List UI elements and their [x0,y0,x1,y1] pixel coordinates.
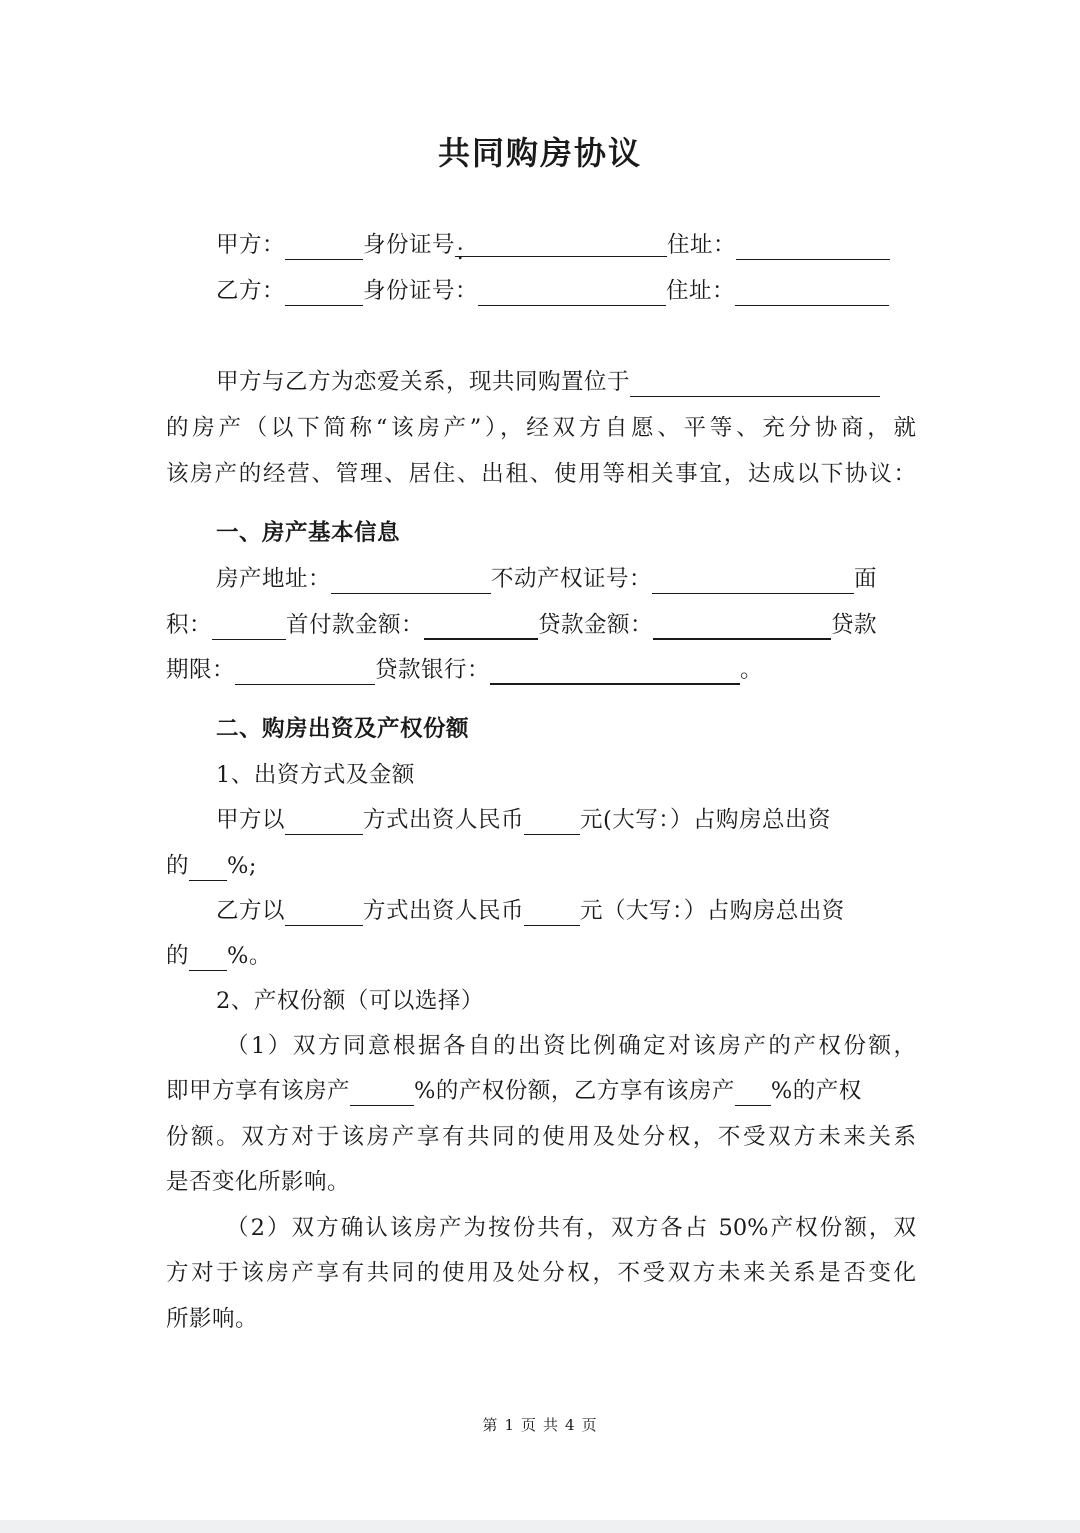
party-b-share-post: %。 [227,943,272,969]
party-b-id-blank[interactable] [478,279,666,306]
loan-term-label-suffix: 期限： [166,657,236,683]
party-a-contribution-text-3: 元(大写：）占购房总出资 [580,807,832,833]
option-1-line-2 [166,1068,916,1114]
section-1-end-mark: 。 [740,657,764,683]
property-address-label: 房产地址： [216,566,332,592]
viewer-background-strip [0,1520,1080,1533]
option-1-line-4: 是否变化所影响。 [166,1169,351,1195]
option-2-line-2: 方对于该房产享有共同的使用及处分权，不受双方未来关系是否变化 [166,1260,916,1286]
party-a-contribution-text-1: 甲方以 [216,807,286,833]
party-b-address-label: 住址： [666,278,736,304]
loan-amount-blank[interactable] [653,612,831,640]
footer-word-4: 页 [581,1416,598,1434]
intro-line-1 [216,359,916,405]
party-b-address-blank[interactable] [735,279,889,306]
party-b-contribution-text-2: 方式出资人民币 [363,898,525,924]
party-a-id-colon: ： [455,240,479,266]
party-a-share-pre: 的 [166,853,190,879]
option-2-line-1: （2）双方确认该房产为按份共有，双方各占 50%产权份额，双 [226,1215,916,1241]
party-a-method-blank[interactable] [285,808,363,835]
party-a-line [216,222,916,268]
down-payment-blank[interactable] [424,612,538,640]
property-cert-blank[interactable] [652,567,854,594]
party-b-id-label: 身份证号： [363,278,479,304]
option-2-line-3: 所影响。 [166,1306,259,1332]
loan-amount-label: 贷款金额： [538,612,654,638]
section-1-line-2 [166,602,916,648]
party-a-id-blank[interactable] [455,230,667,266]
section-2-sub-1: 1、出资方式及金额 [216,762,415,788]
party-a-contribution-cont [166,843,916,889]
property-location-blank[interactable] [630,370,880,397]
section-1-line-3 [166,647,916,693]
party-a-address-label: 住址： [667,232,737,258]
section-2-sub-2: 2、产权份额（可以选择） [216,988,484,1014]
intro-text-1: 甲方与乙方为恋爱关系，现共同购置位于 [216,369,631,395]
section-1-line-1 [216,556,916,602]
down-payment-label: 首付款金额： [286,612,425,638]
party-b-contribution-cont [166,933,916,979]
section-1-heading: 一、房产基本信息 [216,520,401,546]
property-address-blank[interactable] [331,567,491,594]
page-number-footer [0,1414,1080,1435]
option-1-text-c: %的产权 [770,1078,862,1104]
party-a-contribution-text-2: 方式出资人民币 [363,807,525,833]
document-title: 共同购房协议 [437,134,642,172]
section-2-heading: 二、购房出资及产权份额 [216,716,470,742]
area-blank[interactable] [212,613,286,640]
party-a-label: 甲方： [216,232,286,258]
party-a-name-blank[interactable] [285,233,363,260]
party-b-line [216,268,916,314]
party-b-name-blank[interactable] [285,279,363,306]
party-b-contribution-text-1: 乙方以 [216,898,286,924]
party-b-label: 乙方： [216,278,286,304]
party-a-amount-blank[interactable] [524,808,580,835]
party-a-share-post: %; [227,853,257,879]
footer-word-2: 页 [520,1416,537,1434]
party-b-share-blank[interactable] [189,944,227,971]
footer-word-3: 共 [543,1416,560,1434]
property-cert-label: 不动产权证号： [491,566,653,592]
total-pages-number: 4 [565,1416,576,1434]
area-label-prefix: 面 [854,566,878,592]
area-label-suffix: 积： [166,612,213,638]
loan-term-blank[interactable] [235,658,375,685]
party-a-contribution-line [216,797,916,843]
option-1-text-a: 即甲方享有该房产 [166,1078,351,1104]
loan-bank-label: 贷款银行： [375,657,491,683]
intro-line-2: 的房产（以下简称“该房产”），经双方自愿、平等、充分协商，就 [166,415,916,441]
party-a-equity-blank[interactable] [350,1079,414,1106]
option-1-text-b: %的产权份额，乙方享有该房产 [414,1078,735,1104]
party-b-contribution-line [216,888,916,934]
party-b-amount-blank[interactable] [524,899,580,926]
party-a-share-blank[interactable] [189,854,227,881]
party-b-contribution-text-3: 元（大写：）占购房总出资 [580,898,845,924]
loan-bank-blank[interactable] [490,657,740,685]
option-1-line-1: （1）双方同意根据各自的出资比例确定对该房产的产权份额， [226,1033,916,1059]
party-a-address-blank[interactable] [736,233,890,260]
party-b-share-pre: 的 [166,943,190,969]
intro-line-3: 该房产的经营、管理、居住、出租、使用等相关事宜，达成以下协议： [166,461,916,487]
party-a-id-label: 身份证号 [363,232,456,258]
current-page-number: 1 [504,1416,515,1434]
loan-term-label-prefix: 贷款 [831,612,878,638]
party-b-equity-blank[interactable] [735,1079,771,1106]
party-b-method-blank[interactable] [285,899,363,926]
option-1-line-3: 份额。双方对于该房产享有共同的使用及处分权，不受双方未来关系 [166,1124,916,1150]
footer-word-1: 第 [482,1416,499,1434]
